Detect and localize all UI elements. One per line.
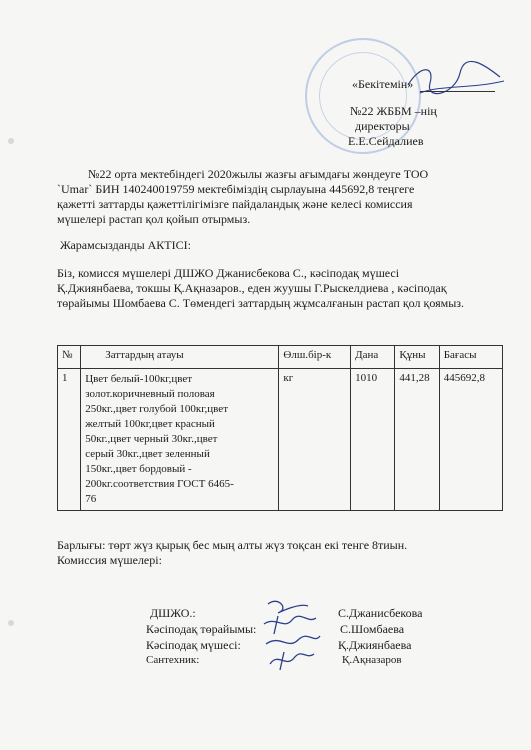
item-name-line: 76 bbox=[85, 493, 97, 505]
members-line3: төрайымы Шомбаева С. Төмендегі заттардың жұмсалғанын растап қол қоямыз. bbox=[57, 296, 465, 310]
signer-name-1: С.Джанисбекова bbox=[338, 606, 423, 620]
director-signature bbox=[400, 55, 510, 105]
row-unit: кг bbox=[279, 369, 351, 511]
commission-members-label: Комиссия мүшелері: bbox=[57, 553, 162, 567]
handwritten-signatures bbox=[258, 594, 338, 674]
col-header-item-name: Заттардың атауы bbox=[81, 346, 279, 369]
intro-line1: №22 орта мектебіндегі 2020жылы жазғы ағымдағы жөндеуге ТОО bbox=[88, 167, 429, 181]
table-header-row bbox=[58, 346, 503, 369]
approval-line1: №22 ЖББМ –нің bbox=[350, 104, 437, 118]
item-name-line: Цвет белый-100кг,цвет bbox=[85, 373, 193, 385]
col-header-number: № bbox=[58, 346, 81, 369]
items-table bbox=[57, 345, 503, 511]
item-name-line: золот.коричневный половая bbox=[85, 388, 215, 400]
act-title: Жарамсызданды АКТІСІ: bbox=[60, 238, 191, 252]
item-name-line: желтый 100кг,цвет красный bbox=[85, 418, 215, 430]
members-line1: Біз, комисся мүшелері ДШЖО Джанисбекова С., кәсіподақ мүшесі bbox=[57, 266, 400, 280]
intro-line3: қажетті заттарды қажеттілігімізге пайдаландық және келесі комиссия bbox=[57, 197, 413, 211]
col-header-quantity: Дана bbox=[351, 346, 395, 369]
signer-role-2: Кәсіподақ төрайымы: bbox=[146, 622, 257, 636]
intro-line4: мүшелері растап қол қойып отырмыз. bbox=[57, 212, 251, 226]
signer-role-3: Кәсіподақ мүшесі: bbox=[146, 638, 241, 652]
row-price: 441,28 bbox=[395, 369, 439, 511]
signer-name-2: С.Шомбаева bbox=[340, 622, 405, 636]
item-name-line: серый 30кг.,цвет зеленный bbox=[85, 448, 210, 460]
total-in-words: Барлығы: төрт жүз қырық бес мың алты жүз тоқсан екі тенге 8тиын. bbox=[57, 538, 408, 552]
item-name-line: 50кг.,цвет черный 30кг.,цвет bbox=[85, 433, 218, 445]
intro-line2: `Umar` БИН 140240019759 мектебімiздің сырлауына 445692,8 теңгеге bbox=[57, 182, 415, 196]
table-row bbox=[58, 369, 503, 511]
item-name-line: 200кг.соответствия ГОСТ 6465- bbox=[85, 478, 234, 490]
director-name: Е.Е.Сейдалиев bbox=[348, 134, 424, 148]
approval-line2: директоры bbox=[355, 119, 410, 133]
signer-name-3: Қ.Джиянбаева bbox=[338, 638, 412, 652]
signer-role-1: ДШЖО.: bbox=[150, 606, 196, 620]
signer-role-4: Сантехник: bbox=[146, 654, 200, 666]
approval-title: «Бекітемін» bbox=[352, 77, 414, 91]
item-name-line: 150кг.,цвет бордовый - bbox=[85, 463, 192, 475]
col-header-total: Бағасы bbox=[439, 346, 502, 369]
members-line2: Қ.Джиянбаева, токшы Қ.Ақназаров., еден жуушы Г.Рыскелдиева , кәсіподақ bbox=[57, 281, 447, 295]
signer-name-4: Қ.Ақназаров bbox=[342, 654, 402, 666]
row-quantity: 1010 bbox=[351, 369, 395, 511]
col-header-price: Құны bbox=[395, 346, 439, 369]
col-header-unit: Өлш.бір-к bbox=[279, 346, 351, 369]
row-item-name bbox=[81, 369, 279, 511]
row-number: 1 bbox=[58, 369, 81, 511]
row-total: 445692,8 bbox=[439, 369, 502, 511]
item-name-line: 250кг.,цвет голубой 100кг,цвет bbox=[85, 403, 228, 415]
approval-underline bbox=[420, 91, 495, 92]
